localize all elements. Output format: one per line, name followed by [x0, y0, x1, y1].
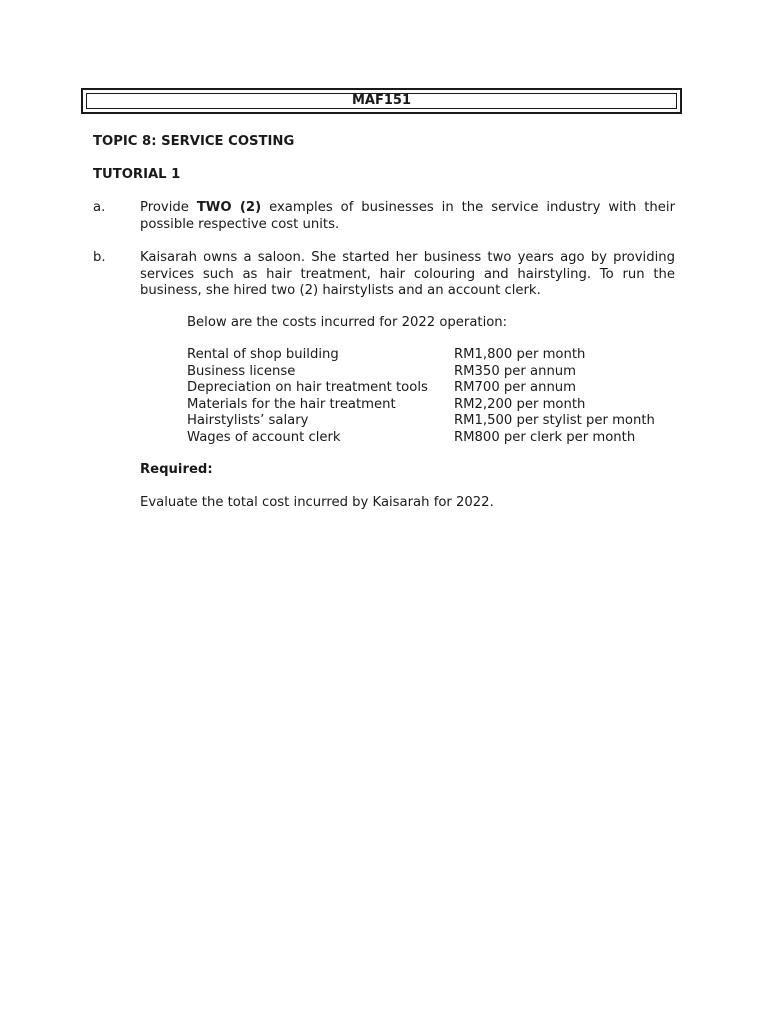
cost-item: Hairstylists’ salary: [187, 413, 309, 428]
cost-row: [187, 430, 655, 447]
topic-heading: TOPIC 8: SERVICE COSTING: [93, 134, 295, 149]
cost-amount: RM700 per annum: [454, 380, 577, 395]
cost-row: [187, 347, 655, 364]
cost-item: Materials for the hair treatment: [187, 396, 396, 412]
question-b-label: b.: [93, 250, 106, 265]
cost-item: Rental of shop building: [187, 347, 339, 362]
cost-item: Business license: [187, 363, 296, 379]
course-code: MAF151: [86, 93, 677, 109]
question-a-label: a.: [93, 200, 106, 215]
header-box: [81, 88, 682, 114]
costs-intro: Below are the costs incurred for 2022 operation:: [187, 315, 508, 330]
cost-amount: RM1,500 per stylist per month: [454, 413, 655, 428]
question-a-text: [140, 200, 675, 233]
question-b-text: Kaisarah owns a saloon. She started her business two years ago by providing services such as hair treatment, hair colouring and hairstyling. To run the business, she hired two (2) hairstylists and an account clerk.: [140, 250, 675, 298]
cost-amount: RM800 per clerk per month: [454, 429, 636, 445]
cost-row: [187, 413, 655, 430]
question-a-text-after: examples of businesses in the service industry with their possible respective cost units.: [140, 200, 675, 232]
required-text: Evaluate the total cost incurred by Kaisarah for 2022.: [140, 495, 494, 510]
cost-amount: RM2,200 per month: [454, 396, 586, 412]
tutorial-heading: TUTORIAL 1: [93, 167, 181, 182]
cost-table: [187, 347, 655, 446]
cost-item: Wages of account clerk: [187, 429, 341, 445]
cost-item: Depreciation on hair treatment tools: [187, 380, 428, 395]
question-a-text-before: Provide: [140, 200, 197, 215]
cost-row: [187, 397, 655, 414]
question-a-text-bold: TWO (2): [196, 200, 262, 215]
required-label: Required:: [140, 462, 213, 477]
cost-row: [187, 364, 655, 381]
cost-amount: RM1,800 per month: [454, 347, 586, 362]
cost-amount: RM350 per annum: [454, 363, 577, 379]
cost-row: [187, 380, 655, 397]
